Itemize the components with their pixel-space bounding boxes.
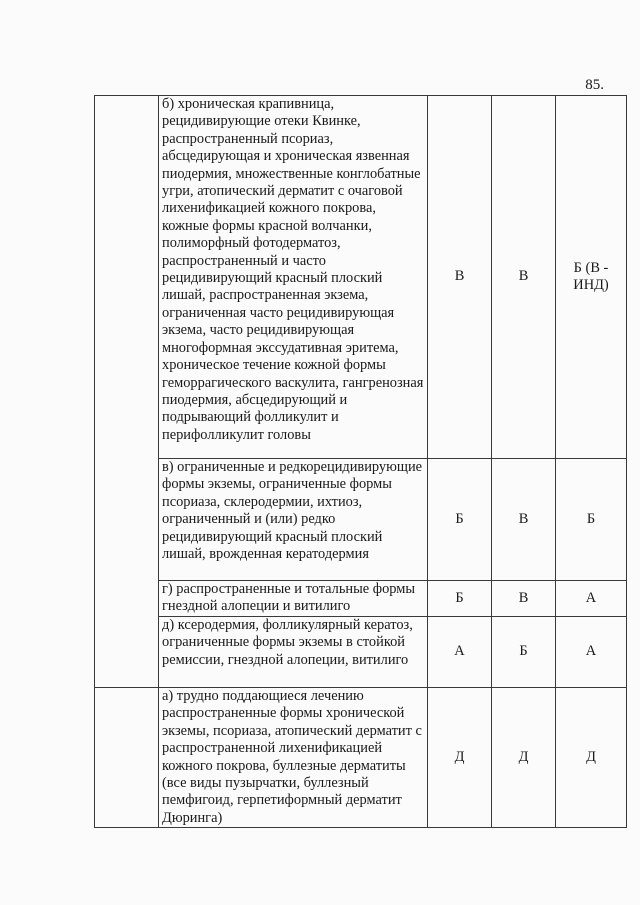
category-col2-cell: Б	[492, 617, 556, 688]
article-cell	[95, 96, 159, 688]
table-row	[95, 96, 627, 459]
category-col3-cell: Д	[556, 688, 627, 828]
category-col3-cell: Б (В - ИНД)	[556, 96, 627, 459]
category-col2-cell: Д	[492, 688, 556, 828]
category-col1-cell: Д	[428, 688, 492, 828]
condition-cell: г) распространенные и тотальные формы гнездной алопеции и витилиго	[159, 581, 428, 617]
disease-category-table	[94, 95, 627, 828]
condition-cell: в) ограниченные и редкорецидивирующие формы экземы, ограниченные формы псориаза, склеродермии, ихтиоз, ограниченный и (или) редко рецидивирующий красный плоский лишай, врожденная кератодермия	[159, 459, 428, 581]
condition-cell: а) трудно поддающиеся лечению распространенные формы хронической экземы, псориаза, атопический дерматит с распространенной лихенификацией кожного покрова, буллезные дерматиты (все виды пузырчатки, буллезный пемфигоид, герпетиформный дерматит Дюринга)	[159, 688, 428, 828]
category-col2-cell: В	[492, 459, 556, 581]
page-number: 85.	[585, 77, 604, 93]
condition-cell: д) ксеродермия, фолликулярный кератоз, ограниченные формы экземы в стойкой ремиссии, гнездной алопеции, витилиго	[159, 617, 428, 688]
article-cell	[95, 688, 159, 828]
category-col1-cell: Б	[428, 581, 492, 617]
table-row	[95, 617, 627, 688]
condition-cell: б) хроническая крапивница, рецидивирующие отеки Квинке, распространенный псориаз, абсцедирующая и хроническая язвенная пиодермия, множественные конглобатные угри, атопический дерматит с очаговой лихенификацией кожного покрова, кожные формы красной волчанки, полиморфный фотодерматоз, распространенный и часто рецидивирующий красный плоский лишай, распространенная экзема, ограниченная часто рецидивирующая экзема, часто рецидивирующая многоформная экссудативная эритема, хроническое течение кожной формы геморрагического васкулита, гангренозная пиодермия, абсцедирующий и подрывающий фолликулит и перифолликулит головы	[159, 96, 428, 459]
table-row	[95, 459, 627, 581]
category-col2-cell: В	[492, 96, 556, 459]
category-col1-cell: А	[428, 617, 492, 688]
category-col1-cell: В	[428, 96, 492, 459]
table-row	[95, 688, 627, 828]
category-col1-cell: Б	[428, 459, 492, 581]
category-col3-cell: Б	[556, 459, 627, 581]
category-col3-cell: А	[556, 617, 627, 688]
category-col2-cell: В	[492, 581, 556, 617]
table-row	[95, 581, 627, 617]
category-col3-cell: А	[556, 581, 627, 617]
